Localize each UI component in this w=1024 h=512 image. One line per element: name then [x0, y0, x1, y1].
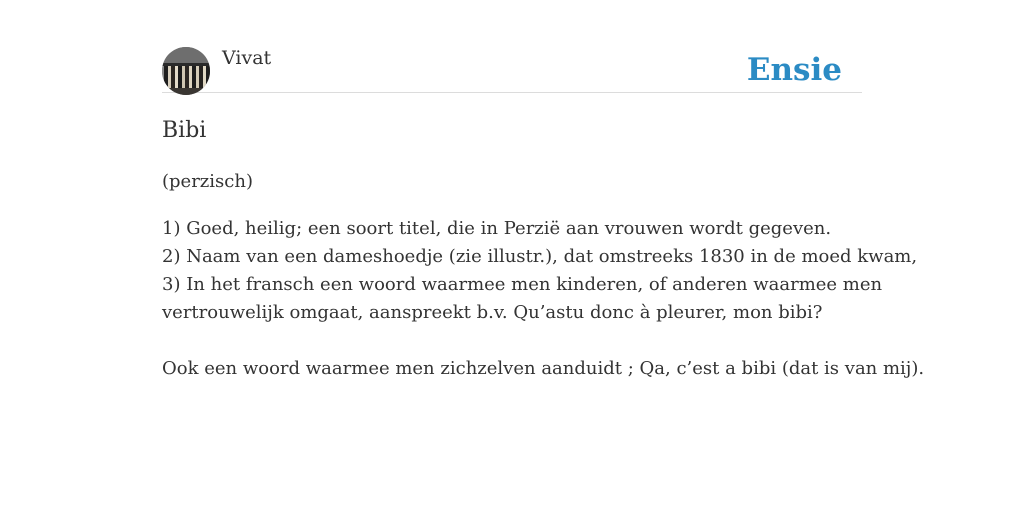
brand-logo[interactable]: Ensie [746, 52, 842, 88]
definition-line: 2) Naam van een dameshoedje (zie illustr.), dat omstreeks 1830 in de moed kwam, [162, 246, 918, 267]
entry-origin: (perzisch) [162, 171, 253, 192]
definition-line: 3) In het fransch een woord waarmee men kinderen, of anderen waarmee men [162, 274, 883, 295]
definition-line: 1) Goed, heilig; een soort titel, die in Perzië aan vrouwen wordt gegeven. [162, 218, 832, 239]
entry-title: Bibi [162, 118, 207, 143]
definition-line: Ook een woord waarmee men zichzelven aanduidt ; Qa, c’est a bibi (dat is van mij). [162, 358, 925, 379]
author-name[interactable]: Vivat [222, 47, 272, 69]
bookshelf-avatar-icon [162, 47, 210, 95]
avatar[interactable] [162, 47, 210, 95]
paragraph-break [162, 327, 882, 355]
definition-line: vertrouwelijk omgaat, aanspreekt b.v. Qu’astu donc à pleurer, mon bibi? [162, 302, 823, 323]
entry-body [162, 215, 925, 383]
header [162, 46, 862, 93]
